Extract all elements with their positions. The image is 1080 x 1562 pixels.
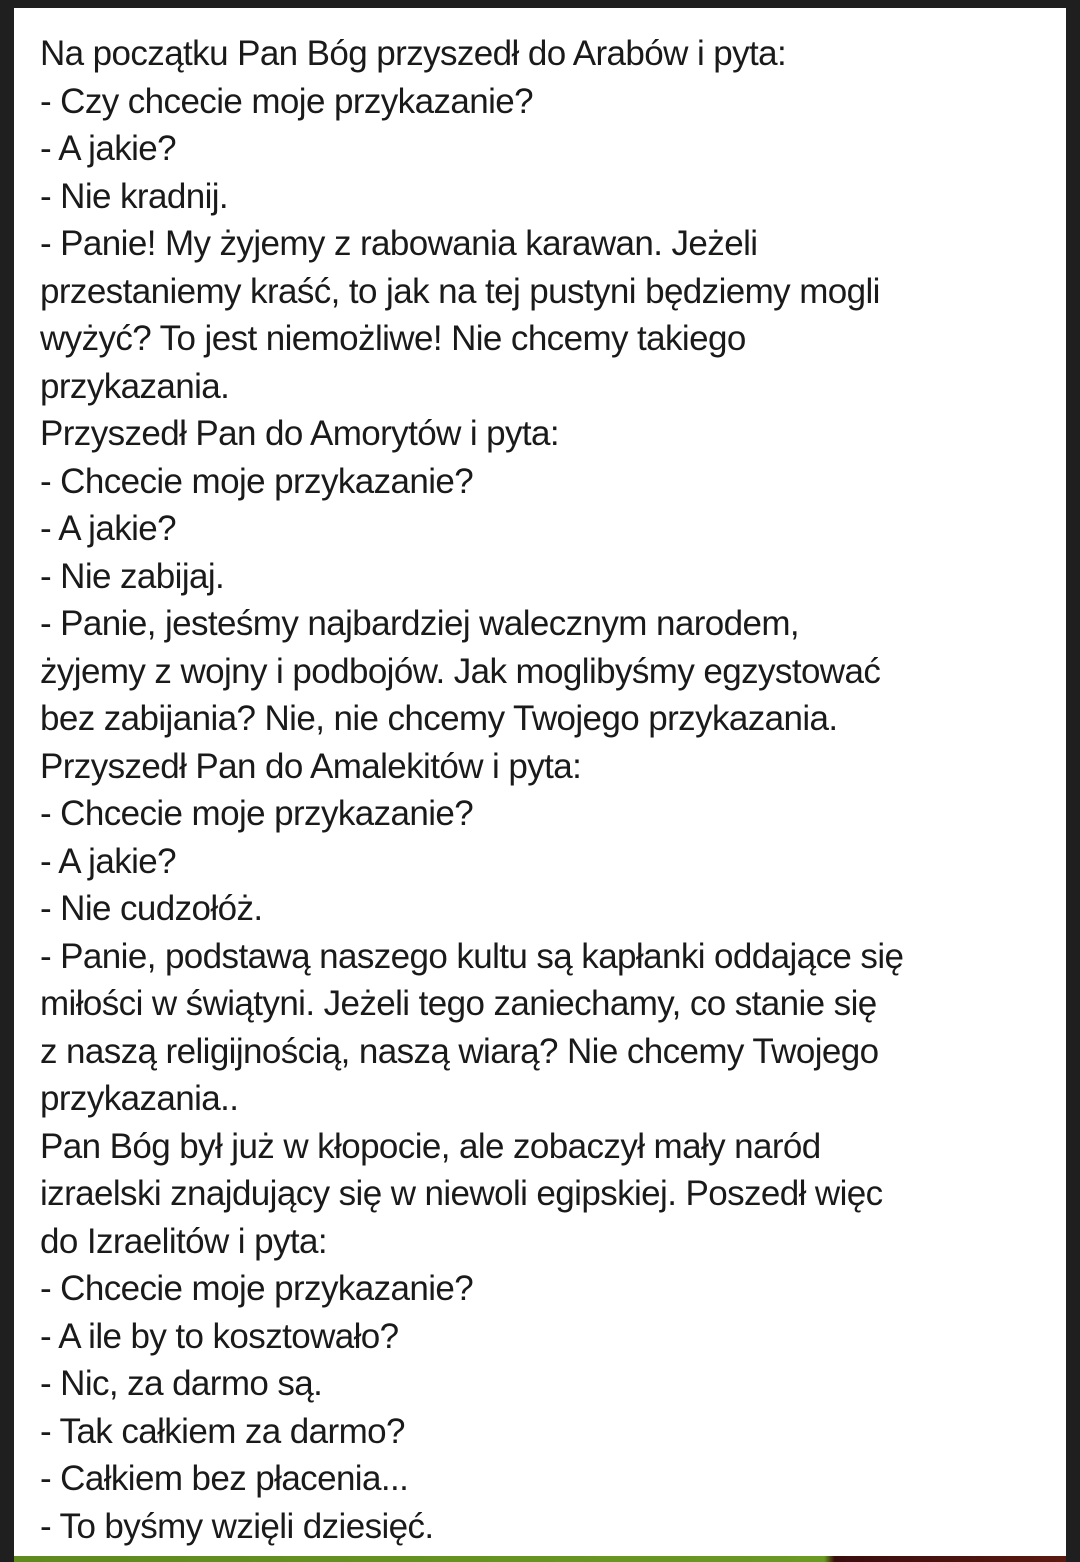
text-line: Na początku Pan Bóg przyszedł do Arabów i pyta: — [40, 34, 787, 73]
text-line: przestaniemy kraść, to jak na tej pustyni będziemy mogli — [40, 271, 880, 311]
text-line: z naszą religijnością, naszą wiarą? Nie chcemy Twojego — [40, 1031, 879, 1071]
text-line: miłości w świątyni. Jeżeli tego zaniechamy, co stanie się — [40, 984, 877, 1023]
text-line: żyjemy z wojny i podbojów. Jak moglibyśmy egzystować — [40, 651, 881, 691]
text-line: do Izraelitów i pyta: — [40, 1221, 327, 1261]
text-line: - A ile by to kosztowało? — [40, 1316, 399, 1356]
text-line: izraelski znajdujący się w niewoli egipskiej. Poszedł więc — [40, 1174, 883, 1213]
text-line: - A jakie? — [40, 841, 177, 881]
text-line: - Nie zabijaj. — [40, 556, 225, 596]
text-line: - Chcecie moje przykazanie? — [40, 794, 474, 833]
text-line: - Tak całkiem za darmo? — [40, 1411, 405, 1451]
text-line: - Chcecie moje przykazanie? — [40, 461, 474, 501]
text-line: - Chcecie moje przykazanie? — [40, 1269, 474, 1308]
text-line: - Panie! My żyjemy z rabowania karawan. Jeżeli — [40, 224, 758, 263]
text-line: - Czy chcecie moje przykazanie? — [40, 81, 533, 121]
text-panel — [14, 8, 1066, 1556]
text-line: - Nie cudzołóż. — [40, 889, 263, 928]
text-line: wyżyć? To jest niemożliwe! Nie chcemy takiego — [40, 319, 746, 358]
text-line: bez zabijania? Nie, nie chcemy Twojego przykazania. — [40, 699, 838, 738]
text-line: - A jakie? — [40, 509, 177, 548]
bottom-strip — [14, 1556, 1066, 1562]
text-line: Pan Bóg był już w kłopocie, ale zobaczył mały naród — [40, 1126, 821, 1166]
text-line: Przyszedł Pan do Amalekitów i pyta: — [40, 746, 582, 786]
text-line: - Panie, jesteśmy najbardziej walecznym narodem, — [40, 604, 800, 643]
text-line: - To byśmy wzięli dziesięć. — [40, 1506, 434, 1546]
text-line: Przyszedł Pan do Amorytów i pyta: — [40, 414, 560, 453]
text-line: - Całkiem bez płacenia... — [40, 1459, 409, 1498]
text-line: - Nic, za darmo są. — [40, 1364, 323, 1403]
text-line: - A jakie? — [40, 129, 177, 168]
text-line: przykazania.. — [40, 1079, 239, 1118]
text-line: - Panie, podstawą naszego kultu są kapłanki oddające się — [40, 936, 904, 976]
text-line: przykazania. — [40, 366, 230, 406]
joke-text — [40, 30, 903, 1550]
text-line: - Nie kradnij. — [40, 176, 229, 216]
